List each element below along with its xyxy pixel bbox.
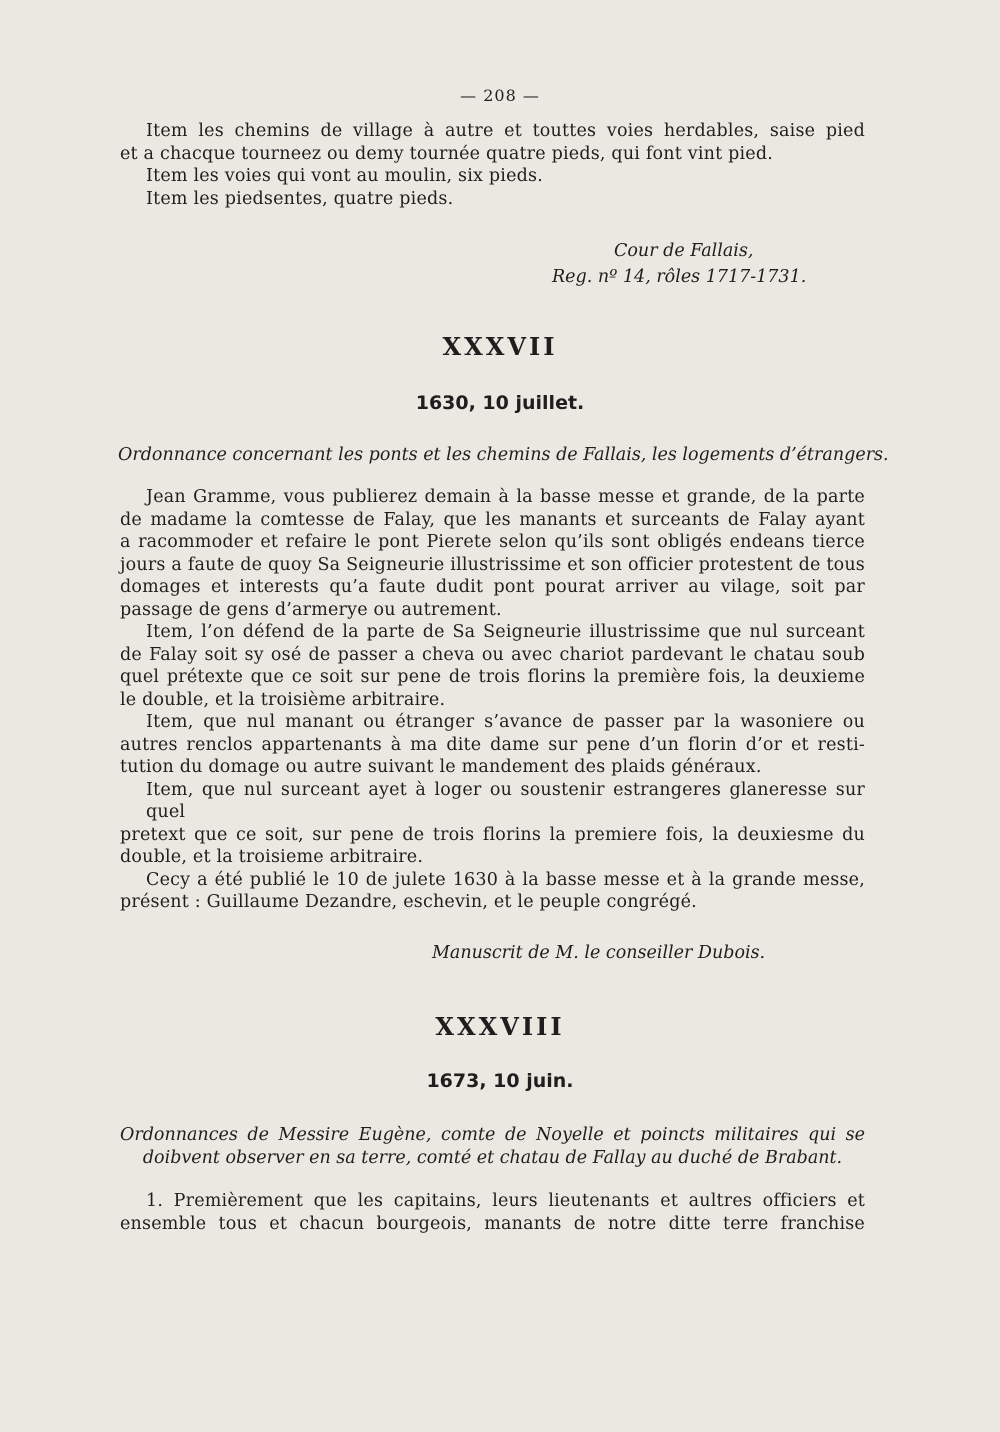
text-line: présent : Guillaume Dezandre, eschevin, et le peuple congrégé. (120, 892, 697, 912)
text-line: domages et interests qu’a faute dudit pont pourat arriver au vilage, soit par (120, 577, 865, 597)
text-line: Cecy a été publié le 10 de julete 1630 à la basse messe et à la grande messe, (146, 869, 865, 890)
text-line: jours a faute de quoy Sa Seigneurie illustrissime et son officier protestent de tous (120, 554, 865, 575)
text-line: a racommoder et refaire le pont Pierete selon qu’ils sont obligés endeans tierce (120, 532, 865, 552)
text-line: ensemble tous et chacun bourgeois, manants de notre ditte terre franchise (120, 1213, 865, 1234)
citation-line: Manuscrit de M. le conseiller Dubois. (432, 943, 766, 963)
caption-line: doibvent observer en sa terre, comté et chatau de Fallay au duché de Brabant. (142, 1148, 843, 1168)
text-line: tution du domage ou autre suivant le mandement des plaids généraux. (120, 757, 762, 777)
text-line: autres renclos appartenants à ma dite dame sur pene d’un florin d’or et resti- (120, 734, 865, 755)
text-line: Item les piedsentes, quatre pieds. (146, 188, 454, 209)
section-date: 1630, 10 juillet. (415, 392, 585, 414)
text-line: quel prétexte que ce soit sur pene de trois florins la première fois, la deuxieme (120, 667, 865, 687)
section-numeral: XXXVII (442, 332, 558, 361)
text-line: Item, que nul manant ou étranger s’avance de passer par la wasoniere ou (146, 712, 865, 732)
text-line: double, et la troisieme arbitraire. (120, 847, 424, 867)
text-line: le double, et la troisième arbitraire. (120, 689, 446, 710)
section-body (120, 486, 865, 914)
citation-line: Cour de Fallais, (614, 241, 754, 261)
page-number: — 208 — (460, 86, 540, 105)
section-caption (120, 1124, 865, 1170)
text-line: de Falay soit sy osé de passer a cheva ou avec chariot pardevant le chatau soub (120, 644, 865, 665)
citation-line: Reg. nº 14, rôles 1717-1731. (552, 267, 807, 287)
text-line: 1. Premièrement que les capitains, leurs lieutenants et aultres officiers et (146, 1191, 865, 1211)
section-date: 1673, 10 juin. (426, 1070, 574, 1092)
section-caption: Ordonnance concernant les ponts et les chemins de Fallais, les logements d’étrangers. (118, 445, 889, 465)
text-line: de madame la comtesse de Falay, que les manants et surceants de Falay ayant (120, 509, 865, 530)
section-body (120, 1190, 865, 1235)
caption-line: Ordonnances de Messire Eugène, comte de Noyelle et poincts militaires qui se (120, 1125, 865, 1145)
section-numeral: XXXVIII (435, 1012, 565, 1041)
text-line: Jean Gramme, vous publierez demain à la basse messe et grande, de la parte (146, 487, 865, 507)
text-line: Item, l’on défend de la parte de Sa Seigneurie illustrissime que nul surceant (146, 622, 865, 642)
intro-text (120, 120, 865, 210)
text-line: pretext que ce soit, sur pene de trois florins la premiere fois, la deuxiesme du (120, 824, 865, 845)
text-line: Item les voies qui vont au moulin, six pieds. (146, 166, 543, 186)
text-line: passage de gens d’armerye ou autrement. (120, 599, 502, 620)
text-line: Item, que nul surceant ayet à loger ou soustenir estrangeres glaneresse sur quel (146, 779, 865, 822)
text-line: et a chacque tourneez ou demy tournée quatre pieds, qui font vint pied. (120, 143, 774, 164)
text-line: Item les chemins de village à autre et touttes voies herdables, saise pied (146, 121, 865, 141)
